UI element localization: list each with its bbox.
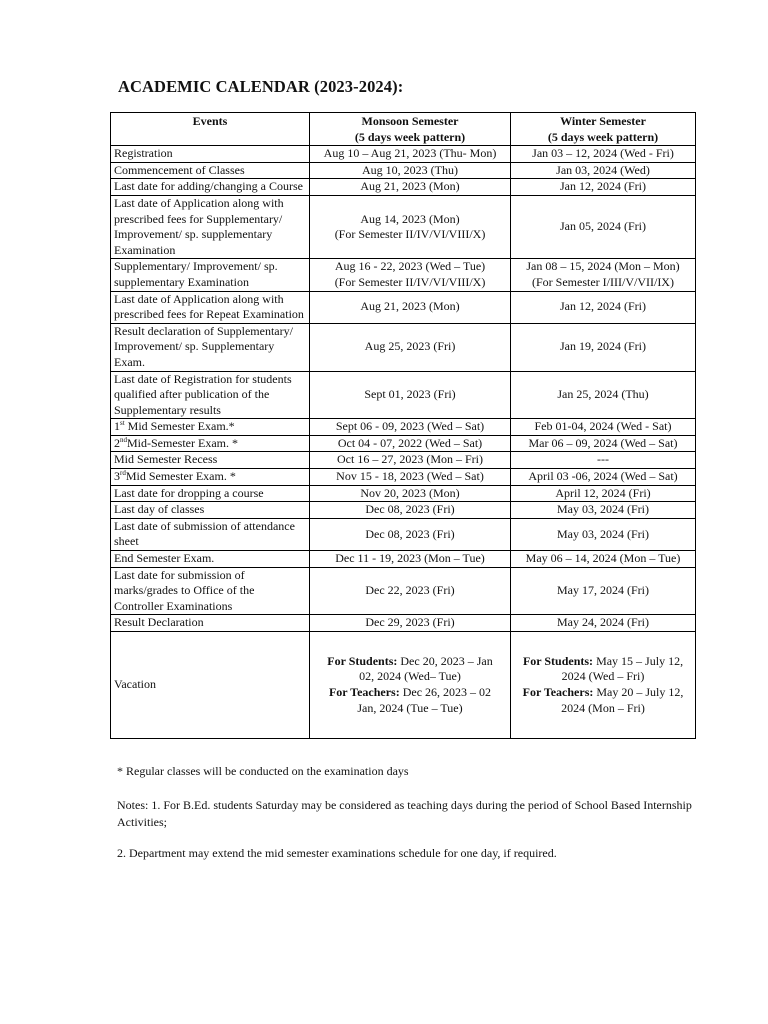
event-cell: Last date for adding/changing a Course bbox=[111, 179, 310, 196]
event-label: Mid Semester Exam. * bbox=[125, 469, 236, 484]
monsoon-cell: Sept 06 - 09, 2023 (Wed – Sat) bbox=[310, 419, 511, 436]
table-header-row bbox=[111, 113, 696, 146]
table-row bbox=[111, 551, 696, 568]
event-cell bbox=[111, 469, 310, 486]
students-label: For Students: bbox=[522, 653, 594, 668]
event-cell: Last date for dropping a course bbox=[111, 485, 310, 502]
event-cell: End Semester Exam. bbox=[111, 551, 310, 568]
table-row bbox=[111, 469, 696, 486]
event-cell: Registration bbox=[111, 146, 310, 163]
monsoon-cell: Nov 15 - 18, 2023 (Wed – Sat) bbox=[310, 469, 511, 486]
ordinal-suffix: nd bbox=[120, 435, 127, 444]
table-row bbox=[111, 452, 696, 469]
table-row bbox=[111, 323, 696, 371]
winter-date: Jan 08 – 15, 2024 (Mon – Mon) bbox=[526, 259, 680, 274]
winter-cell: May 06 – 14, 2024 (Mon – Tue) bbox=[511, 551, 696, 568]
ordinal-suffix: st bbox=[120, 419, 125, 428]
teachers-label: For Teachers: bbox=[522, 685, 594, 699]
monsoon-cell: Aug 21, 2023 (Mon) bbox=[310, 291, 511, 323]
winter-cell: Feb 01-04, 2024 (Wed - Sat) bbox=[511, 419, 696, 436]
table-row bbox=[111, 435, 696, 452]
winter-cell: April 12, 2024 (Fri) bbox=[511, 485, 696, 502]
teachers-label: For Teachers: bbox=[328, 685, 400, 699]
winter-cell: Jan 12, 2024 (Fri) bbox=[511, 291, 696, 323]
winter-cell: Jan 25, 2024 (Thu) bbox=[511, 371, 696, 419]
ordinal-suffix: rd bbox=[120, 469, 126, 478]
winter-cell: May 24, 2024 (Fri) bbox=[511, 615, 696, 632]
winter-cell: Mar 06 – 09, 2024 (Wed – Sat) bbox=[511, 435, 696, 452]
header-winter bbox=[511, 113, 696, 146]
event-cell: Mid Semester Recess bbox=[111, 452, 310, 469]
table-row bbox=[111, 567, 696, 615]
winter-cell: May 03, 2024 (Fri) bbox=[511, 518, 696, 550]
table-row bbox=[111, 518, 696, 550]
table-row bbox=[111, 162, 696, 179]
winter-cell: May 17, 2024 (Fri) bbox=[511, 567, 696, 615]
note-1: Notes: 1. For B.Ed. students Saturday may be considered as teaching days during the period of School Based Internship Activities; bbox=[117, 798, 692, 829]
table-row bbox=[111, 179, 696, 196]
event-cell: Result Declaration bbox=[111, 615, 310, 632]
header-winter-pattern: (5 days week pattern) bbox=[547, 129, 659, 144]
monsoon-cell: Dec 11 - 19, 2023 (Mon – Tue) bbox=[310, 551, 511, 568]
event-cell: Commencement of Classes bbox=[111, 162, 310, 179]
winter-cell: Jan 03 – 12, 2024 (Wed - Fri) bbox=[511, 146, 696, 163]
students-dates: May 15 – July 12, 2024 (Wed – Fri) bbox=[561, 653, 684, 684]
monsoon-date: Aug 16 - 22, 2023 (Wed – Tue) bbox=[334, 259, 486, 274]
event-cell: Last date of submission of attendance sheet bbox=[111, 518, 310, 550]
winter-cell: Jan 03, 2024 (Wed) bbox=[511, 162, 696, 179]
winter-note: (For Semester I/III/V/VII/IX) bbox=[532, 274, 674, 289]
note-2: 2. Department may extend the mid semester examinations schedule for one day, if required. bbox=[117, 846, 557, 860]
table-row bbox=[111, 259, 696, 291]
footnote: * Regular classes will be conducted on the examination days bbox=[117, 764, 409, 778]
monsoon-cell: Dec 29, 2023 (Fri) bbox=[310, 615, 511, 632]
monsoon-note: (For Semester II/IV/VI/VIII/X) bbox=[334, 227, 486, 242]
monsoon-cell bbox=[310, 259, 511, 291]
monsoon-cell: Aug 10, 2023 (Thu) bbox=[310, 162, 511, 179]
event-cell: Supplementary/ Improvement/ sp. supplementary Examination bbox=[111, 259, 310, 291]
winter-cell: May 03, 2024 (Fri) bbox=[511, 502, 696, 519]
winter-cell: April 03 -06, 2024 (Wed – Sat) bbox=[511, 469, 696, 486]
winter-cell: Jan 05, 2024 (Fri) bbox=[511, 195, 696, 258]
event-label: Mid-Semester Exam. * bbox=[127, 435, 238, 450]
table-row bbox=[111, 371, 696, 419]
teachers-dates: Dec 26, 2023 – 02 Jan, 2024 (Tue – Tue) bbox=[357, 685, 492, 715]
table-row bbox=[111, 195, 696, 258]
event-label: Mid Semester Exam.* bbox=[124, 419, 235, 434]
students-vacation bbox=[521, 654, 685, 685]
event-cell: Last date of Application along with prescribed fees for Repeat Examination bbox=[111, 291, 310, 323]
monsoon-cell: Oct 04 - 07, 2022 (Wed – Sat) bbox=[310, 435, 511, 452]
winter-cell: Jan 12, 2024 (Fri) bbox=[511, 179, 696, 196]
winter-cell: --- bbox=[511, 452, 696, 469]
academic-calendar-table bbox=[110, 112, 696, 739]
header-monsoon-title: Monsoon Semester bbox=[361, 114, 459, 128]
document-title: ACADEMIC CALENDAR (2023-2024): bbox=[118, 77, 404, 96]
vacation-row bbox=[111, 632, 696, 739]
ordinal-number: 3 bbox=[114, 469, 120, 484]
monsoon-cell: Aug 21, 2023 (Mon) bbox=[310, 179, 511, 196]
monsoon-vacation-cell bbox=[310, 632, 511, 739]
header-events: Events bbox=[111, 113, 310, 146]
event-cell: Last day of classes bbox=[111, 502, 310, 519]
table-row bbox=[111, 419, 696, 436]
table-row bbox=[111, 502, 696, 519]
students-label: For Students: bbox=[327, 653, 398, 668]
event-cell: Result declaration of Supplementary/ Improvement/ sp. Supplementary Exam. bbox=[111, 323, 310, 371]
winter-cell: Jan 19, 2024 (Fri) bbox=[511, 323, 696, 371]
monsoon-cell: Sept 01, 2023 (Fri) bbox=[310, 371, 511, 419]
winter-cell bbox=[511, 259, 696, 291]
event-cell bbox=[111, 419, 310, 436]
table-row bbox=[111, 291, 696, 323]
header-monsoon-pattern: (5 days week pattern) bbox=[354, 129, 466, 144]
header-winter-title: Winter Semester bbox=[560, 114, 646, 128]
monsoon-cell: Aug 25, 2023 (Fri) bbox=[310, 323, 511, 371]
students-vacation bbox=[320, 654, 500, 685]
ordinal-number: 2 bbox=[114, 435, 120, 450]
teachers-vacation bbox=[320, 685, 500, 716]
monsoon-cell bbox=[310, 195, 511, 258]
event-cell: Last date of Application along with prescribed fees for Supplementary/ Improvement/ sp. supplementary Examination bbox=[111, 195, 310, 258]
ordinal-number: 1 bbox=[114, 419, 120, 434]
table-row bbox=[111, 615, 696, 632]
table-row bbox=[111, 485, 696, 502]
event-cell bbox=[111, 435, 310, 452]
monsoon-date: Aug 14, 2023 (Mon) bbox=[360, 211, 460, 226]
monsoon-cell: Dec 22, 2023 (Fri) bbox=[310, 567, 511, 615]
teachers-vacation bbox=[521, 685, 685, 716]
event-cell: Last date for submission of marks/grades to Office of the Controller Examinations bbox=[111, 567, 310, 615]
winter-vacation-cell bbox=[511, 632, 696, 739]
monsoon-cell: Dec 08, 2023 (Fri) bbox=[310, 518, 511, 550]
students-dates: Dec 20, 2023 – Jan 02, 2024 (Wed– Tue) bbox=[359, 653, 493, 684]
monsoon-cell: Dec 08, 2023 (Fri) bbox=[310, 502, 511, 519]
event-cell: Vacation bbox=[111, 632, 310, 739]
monsoon-cell: Oct 16 – 27, 2023 (Mon – Fri) bbox=[310, 452, 511, 469]
header-monsoon bbox=[310, 113, 511, 146]
monsoon-cell: Aug 10 – Aug 21, 2023 (Thu- Mon) bbox=[310, 146, 511, 163]
monsoon-note: (For Semester II/IV/VI/VIII/X) bbox=[334, 274, 486, 289]
monsoon-cell: Nov 20, 2023 (Mon) bbox=[310, 485, 511, 502]
event-cell: Last date of Registration for students qualified after publication of the Supplementary results bbox=[111, 371, 310, 419]
table-row bbox=[111, 146, 696, 163]
teachers-dates: May 20 – July 12, 2024 (Mon – Fri) bbox=[561, 685, 684, 715]
